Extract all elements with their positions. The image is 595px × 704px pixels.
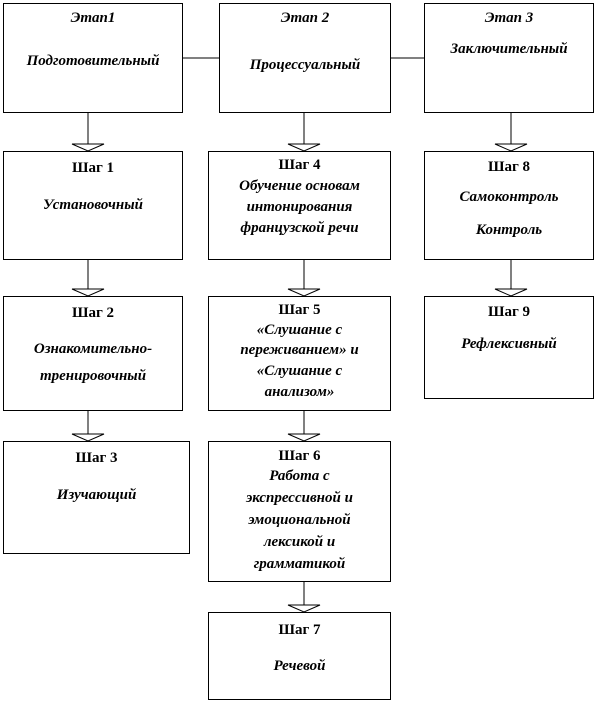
step-text-line: Изучающий bbox=[56, 487, 137, 503]
stage-title: Этап1 bbox=[70, 10, 116, 26]
step-title: Шаг 7 bbox=[278, 622, 321, 638]
step-box-1 bbox=[3, 151, 183, 260]
stage-box-1 bbox=[3, 3, 183, 113]
step-text-line: Рефлексивный bbox=[461, 336, 557, 352]
arrow-stage2-step4 bbox=[288, 113, 320, 151]
step-title: Шаг 6 bbox=[278, 448, 321, 464]
step-text-line: лексикой и bbox=[263, 534, 336, 550]
step-text-line: «Слушание с bbox=[256, 322, 343, 338]
step-text-line: французской речи bbox=[240, 220, 359, 236]
step-text-line: Ознакомительно- bbox=[33, 341, 153, 357]
stage-name: Заключительный bbox=[450, 41, 568, 57]
step-text-line: тренировочный bbox=[39, 368, 147, 384]
arrow-step4-step5 bbox=[288, 260, 320, 296]
step-box-9 bbox=[424, 296, 594, 399]
step-title: Шаг 2 bbox=[71, 305, 115, 321]
arrow-step5-step6 bbox=[288, 411, 320, 441]
step-text-line: Самоконтроль bbox=[459, 189, 559, 205]
step-box-4 bbox=[208, 151, 391, 260]
arrow-step2-step3 bbox=[72, 411, 104, 441]
step-text-line: экспрессивной и bbox=[246, 490, 353, 506]
step-text-line: интонирования bbox=[246, 199, 353, 215]
step-box-6 bbox=[208, 441, 391, 582]
step-text-line: грамматикой bbox=[253, 556, 346, 572]
step-box-7 bbox=[208, 612, 391, 700]
arrow-step6-step7 bbox=[288, 582, 320, 612]
step-title: Шаг 5 bbox=[278, 302, 321, 318]
stage-box-2 bbox=[219, 3, 391, 113]
stage-title: Этап 3 bbox=[484, 10, 534, 26]
step-text-line: Работа с bbox=[269, 468, 330, 484]
step-text-line: переживанием» и bbox=[240, 342, 359, 358]
step-box-5 bbox=[208, 296, 391, 411]
step-box-8 bbox=[424, 151, 594, 260]
arrow-stage1-step1 bbox=[72, 113, 104, 151]
stage-name: Процессуальный bbox=[249, 57, 361, 73]
stage-box-3 bbox=[424, 3, 594, 113]
step-title: Шаг 3 bbox=[75, 450, 118, 466]
step-text-line: Установочный bbox=[43, 197, 143, 213]
arrow-stage3-step8 bbox=[495, 113, 527, 151]
stage-name: Подготовительный bbox=[26, 53, 160, 69]
step-title: Шаг 1 bbox=[71, 160, 115, 176]
step-title: Шаг 9 bbox=[487, 304, 531, 320]
step-box-2 bbox=[3, 296, 183, 411]
step-box-3 bbox=[3, 441, 190, 554]
arrow-step8-step9 bbox=[495, 260, 527, 296]
step-text-line: эмоциональной bbox=[248, 512, 351, 528]
stage-title: Этап 2 bbox=[280, 10, 330, 26]
step-text-line: Речевой bbox=[273, 658, 326, 674]
step-text-line: Обучение основам bbox=[239, 178, 360, 194]
step-text-line: анализом» bbox=[264, 384, 335, 400]
step-title: Шаг 8 bbox=[487, 159, 531, 175]
step-text-line: «Слушание с bbox=[256, 363, 343, 379]
arrow-step1-step2 bbox=[72, 260, 104, 296]
step-title: Шаг 4 bbox=[278, 157, 321, 173]
step-text-line: Контроль bbox=[475, 222, 543, 238]
